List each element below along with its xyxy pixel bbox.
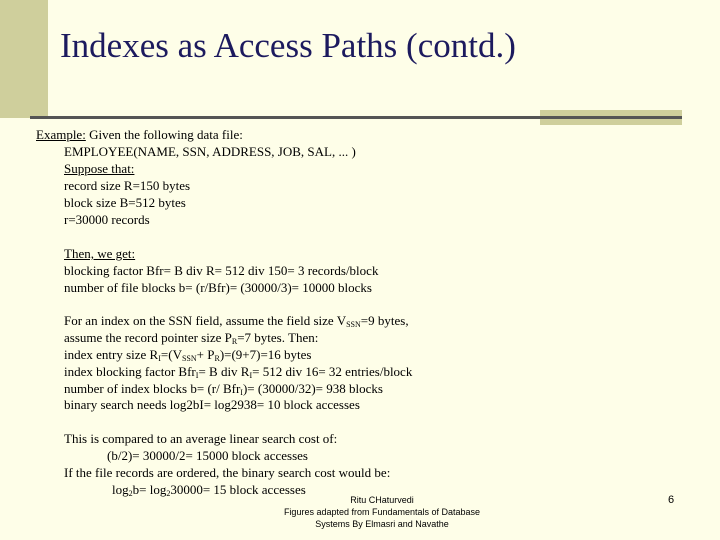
footer-credit-1: Figures adapted from Fundamentals of Database bbox=[283, 507, 481, 517]
slide-footer bbox=[262, 494, 502, 530]
left-accent-bar bbox=[0, 0, 48, 118]
title-divider-right bbox=[540, 116, 682, 119]
index-block-count: number of index blocks b= (r/ Bfr$_I$)= (30000/32)= 938 blocks bbox=[64, 381, 383, 397]
binary-search-index: binary search needs log2bI= log2938= 10 block accesses bbox=[64, 397, 360, 412]
example-label: Example: bbox=[36, 127, 86, 142]
record-count: r=30000 records bbox=[64, 212, 150, 227]
linear-search-cost: (b/2)= 30000/2= 15000 block accesses bbox=[107, 448, 308, 463]
record-pointer-size: assume the record pointer size $P_R=7$ bytes. Then: bbox=[64, 330, 319, 346]
ordered-file-intro: If the file records are ordered, the binary search cost would be: bbox=[64, 465, 391, 480]
suppose-label: Suppose that: bbox=[64, 161, 135, 176]
then-label: Then, we get: bbox=[64, 246, 136, 261]
index-blocking-factor: index blocking factor Bfr$_I$= B div $R_I= 512$ div 16= 32 entries/block bbox=[64, 364, 413, 380]
example-line bbox=[36, 127, 243, 143]
binary-search-cost: $\log_2b= \log_230000= 15$ block accesses bbox=[112, 482, 306, 498]
footer-author: Ritu CHaturvedi bbox=[350, 495, 414, 505]
record-size: record size R=150 bytes bbox=[64, 178, 191, 193]
page-number: 6 bbox=[668, 494, 675, 506]
blocking-factor: blocking factor Bfr= B div R= 512 div 150= 3 records/block bbox=[64, 263, 379, 278]
footer-credit-2: Systems By Elmasri and Navathe bbox=[315, 519, 449, 529]
linear-search-intro: This is compared to an average linear search cost of: bbox=[64, 431, 338, 446]
file-schema: EMPLOYEE(NAME, SSN, ADDRESS, JOB, SAL, ... ) bbox=[64, 144, 356, 159]
index-field-size: For an index on the SSN field, assume the field size $V_{SSN}=9$ bytes, bbox=[64, 313, 409, 329]
example-intro: Given the following data file: bbox=[85, 127, 243, 142]
file-blocks: number of file blocks b= (r/Bfr)= (30000/3)= 10000 blocks bbox=[64, 280, 372, 295]
index-entry-size: index entry size $R_I=(V_{SSN}+ P_R)=(9+7)=16$ bytes bbox=[64, 347, 312, 363]
block-size: block size B=512 bytes bbox=[64, 195, 186, 210]
slide-title: Indexes as Access Paths (contd.) bbox=[60, 26, 516, 65]
